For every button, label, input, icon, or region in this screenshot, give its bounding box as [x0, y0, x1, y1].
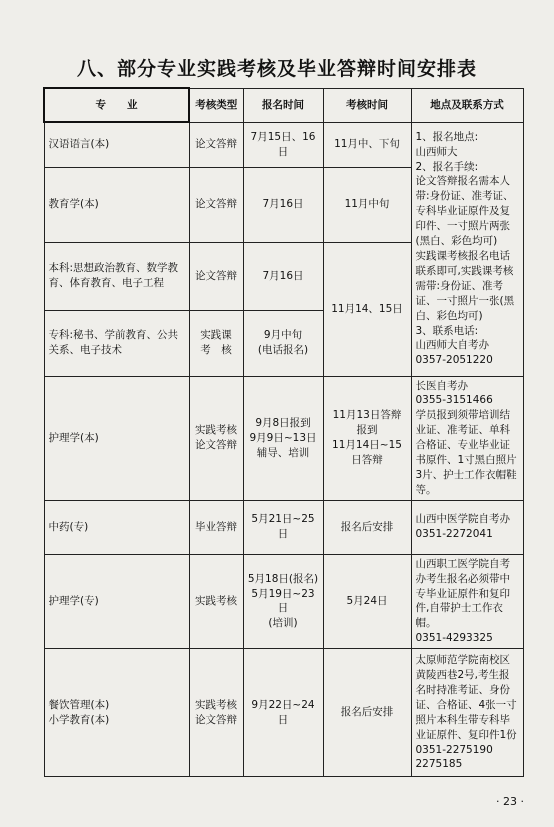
cell-line: 山西中医学院自考办 — [415, 513, 510, 526]
header-signup: 报名时间 — [243, 88, 323, 122]
cell-line: 山西师大自考办 — [415, 339, 489, 352]
major-cell: 中药(专) — [44, 500, 189, 554]
major-cell — [44, 649, 189, 777]
cell-line: 实践考核 — [195, 698, 237, 711]
cell-line: 2、报名手续: — [415, 160, 479, 173]
cell-line: 0351-2275190 2275185 — [415, 743, 504, 771]
header-type: 考核类型 — [189, 88, 243, 122]
exam-cell: 11月中旬 — [323, 167, 411, 242]
cell-line: 餐饮管理(本) — [48, 698, 110, 711]
cell-line: 1、报名地点: — [415, 130, 479, 143]
cell-line: 太原师范学院南校区黄陵西巷2号,考生报名时持准考证、身份证、合格证、4张一寸照片本科生带专科毕业证原件、复印件1份 — [415, 654, 517, 741]
signup-cell: 5月21日~25日 — [243, 500, 323, 554]
exam-cell: 11月中、下旬 — [323, 122, 411, 167]
signup-cell: 7月15日、16日 — [243, 122, 323, 167]
exam-cell: 报名后安排 — [323, 649, 411, 777]
major-cell: 专科:秘书、学前教育、公共关系、电子技术 — [44, 310, 189, 376]
cell-line: (电话报名) — [257, 344, 309, 356]
table-row — [44, 649, 523, 777]
exam-cell: 5月24日 — [323, 554, 411, 648]
cell-line: 论文答辩 — [195, 439, 237, 452]
cell-line: 5月18日(报名) — [247, 572, 319, 585]
cell-line: 学员报到须带培训结业证、准考证、单科合格证、专业毕业证书原件、1寸黑白照片3片、护士工作衣帽鞋等。 — [415, 409, 517, 496]
exam-cell — [323, 376, 411, 500]
cell-line: 论文答辩 — [195, 713, 237, 726]
type-cell: 论文答辩 — [189, 242, 243, 310]
table-row — [44, 500, 523, 554]
page-title: 八、部分专业实践考核及毕业答辩时间安排表 — [76, 58, 477, 80]
merged-contact-cell — [411, 122, 523, 376]
table-row — [44, 376, 523, 500]
signup-cell: 7月16日 — [243, 242, 323, 310]
type-cell: 毕业答辩 — [189, 500, 243, 554]
cell-line: 5月19日~23日 — [251, 587, 315, 615]
major-cell: 本科:思想政治教育、数学教育、体育教育、电子工程 — [44, 242, 189, 310]
major-cell: 护理学(本) — [44, 376, 189, 500]
contact-cell — [411, 500, 523, 554]
cell-line: 0357-2051220 — [415, 354, 493, 367]
signup-cell — [243, 376, 323, 500]
merged-exam-cell: 11月14、15日 — [323, 242, 411, 376]
signup-cell: 7月16日 — [243, 167, 323, 242]
cell-line: (培训) — [268, 617, 298, 630]
type-cell — [189, 376, 243, 500]
cell-line: 考 核 — [200, 344, 232, 356]
cell-line: 11月14日~15日答辩 — [332, 439, 402, 467]
type-cell: 论文答辩 — [189, 122, 243, 167]
cell-line: 小学教育(本) — [48, 713, 110, 726]
page-number: · 23 · — [496, 795, 524, 808]
major-cell: 教育学(本) — [44, 167, 189, 242]
cell-line: 0351-2272041 — [415, 528, 493, 541]
cell-line: 3、联系电话: — [415, 324, 479, 337]
signup-cell — [243, 310, 323, 376]
cell-line: 实践课考核报名电话联系即可,实践课考核需带:身份证、准考证、一寸照片一张(黑白、彩色均可) — [415, 250, 515, 322]
cell-line: 0351-4293325 — [415, 632, 493, 645]
major-cell: 汉语语言(本) — [44, 122, 189, 167]
contact-cell — [411, 554, 523, 648]
type-cell — [189, 649, 243, 777]
schedule-table — [43, 87, 524, 777]
cell-line: 山西职工医学院自考办考生报名必须带中专毕业证原件和复印件,自带护士工作衣帽。 — [415, 557, 510, 630]
cell-line: 0355-3151466 — [415, 394, 493, 407]
header-contact: 地点及联系方式 — [411, 88, 523, 122]
cell-line: 实践课 — [200, 329, 232, 342]
cell-line: 9月9日~13日 — [249, 431, 317, 444]
cell-line: 9月8日报到 — [255, 416, 311, 429]
exam-cell: 报名后安排 — [323, 500, 411, 554]
header-major: 专 业 — [44, 88, 189, 122]
table-row — [44, 554, 523, 648]
cell-line: 9月中旬 — [263, 329, 303, 342]
table-row — [44, 122, 523, 167]
cell-line: 长医自考办 — [415, 379, 468, 392]
cell-line: 11月13日答辩报到 — [332, 409, 402, 437]
major-cell: 护理学(专) — [44, 554, 189, 648]
header-exam: 考核时间 — [323, 88, 411, 122]
cell-line: 实践考核 — [195, 424, 237, 437]
cell-line: 山西师大 — [415, 145, 458, 158]
type-cell: 实践考核 — [189, 554, 243, 648]
signup-cell — [243, 554, 323, 648]
type-cell — [189, 310, 243, 376]
contact-cell — [411, 376, 523, 500]
type-cell: 论文答辩 — [189, 167, 243, 242]
cell-line: 辅导、培训 — [256, 446, 310, 459]
table-header-row — [44, 88, 523, 122]
signup-cell: 9月22日~24日 — [243, 649, 323, 777]
cell-line: 论文答辩报名需本人带:身份证、准考证、专科毕业证原件及复印件、一寸照片两张(黑白、彩色均可) — [415, 175, 514, 248]
contact-cell — [411, 649, 523, 777]
